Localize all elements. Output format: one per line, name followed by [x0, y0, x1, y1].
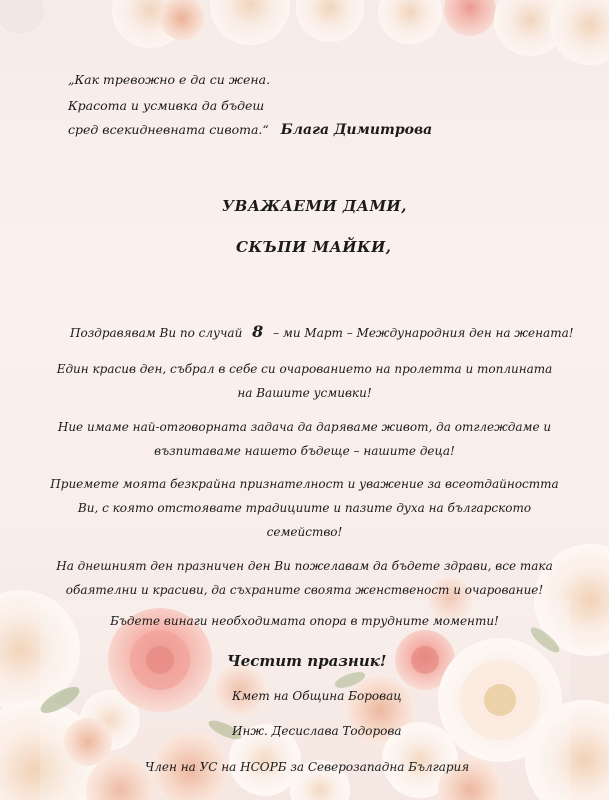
paragraph-2-line-1: Един красив ден, събрал в себе си очарованието на пролетта и топлината	[56, 362, 553, 376]
signatory-title: Кмет на Община Боровац	[232, 689, 402, 703]
paragraph-1	[70, 322, 574, 341]
paragraph-3-line-1: Ние имаме най-отговорната задача да даряваме живот, да отглеждаме и	[57, 420, 552, 434]
quote-author: Блага Димитрова	[280, 122, 433, 138]
paragraph-2-line-2: на Вашите усмивки!	[237, 386, 372, 400]
paragraph-1-start: Поздравявам Ви по случай	[70, 326, 243, 340]
greeting-line-1: УВАЖАЕМИ ДАМИ,	[222, 197, 407, 215]
holiday-wish: Честит празник!	[227, 652, 387, 670]
paragraph-4-line-1: Приемете моята безкрайна признателност и уважение за всеотдайността	[50, 477, 559, 491]
signatory-name: Инж. Десислава Тодорова	[232, 724, 402, 738]
paragraph-4-line-3: семейство!	[266, 525, 343, 539]
quote-line-3	[68, 122, 432, 138]
paragraph-3-line-2: възпитаваме нашето бъдеще – нашите деца!	[154, 444, 455, 458]
paragraph-5-line-2: обаятелни и красиви, да съхраните своята женственост и очарование!	[65, 583, 544, 597]
paragraph-5-line-1: На днешният ден празничен ден Ви пожелавам да бъдете здрави, все така	[56, 559, 553, 573]
date-number: 8	[252, 322, 264, 341]
paragraph-1-end: – ми Март – Международния ден на жената!	[273, 326, 574, 340]
quote-line-1: „Как тревожно е да си жена.	[68, 72, 271, 87]
quote-line-3-text: сред всекидневната сивота.“	[68, 122, 269, 137]
signatory-membership: Член на УС на НСОРБ за Северозападна България	[145, 760, 470, 774]
paragraph-6: Бъдете винаги необходимата опора в трудните моменти!	[110, 614, 499, 628]
greeting-line-2: СКЪПИ МАЙКИ,	[236, 238, 392, 256]
paragraph-4-line-2: Ви, с която отстоявате традициите и пазите духа на българското	[77, 501, 532, 515]
quote-line-2: Красота и усмивка да бъдеш	[68, 98, 265, 113]
